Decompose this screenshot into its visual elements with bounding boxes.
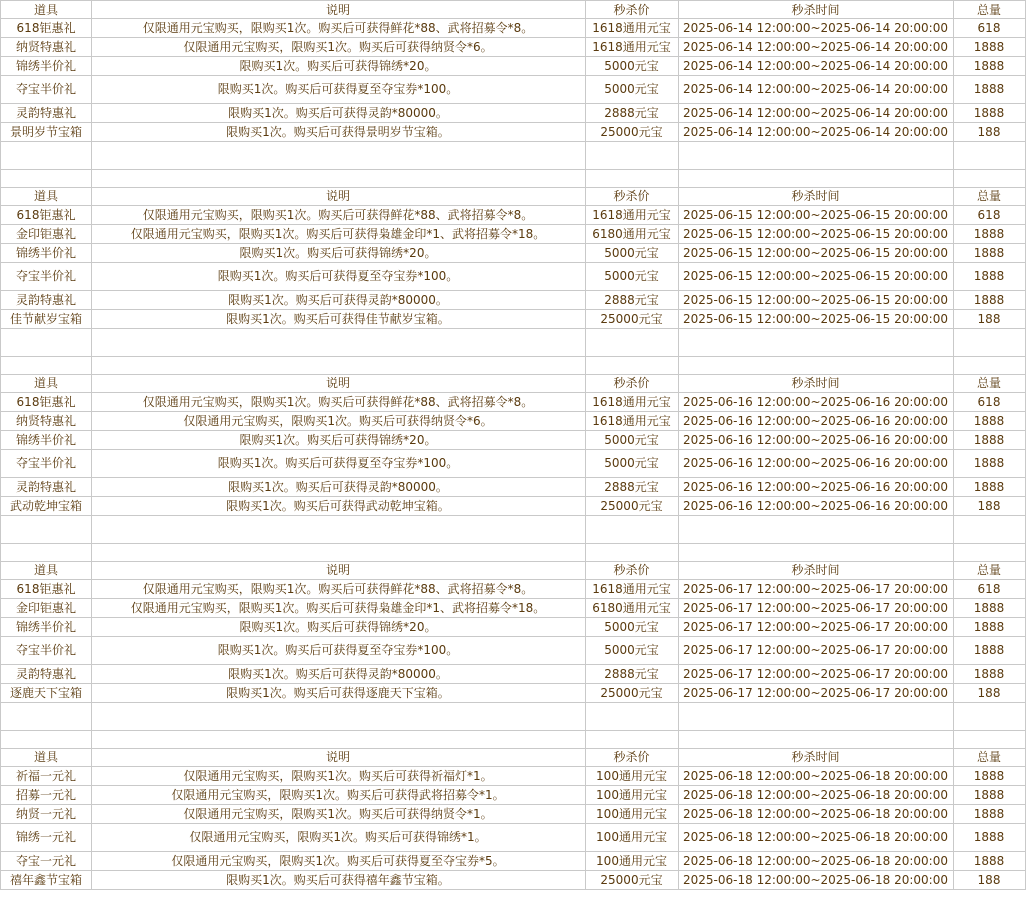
empty-row-description-cell[interactable]: [91, 328, 586, 357]
table-row-item-cell[interactable]: 逐鹿天下宝箱: [0, 683, 92, 703]
table-row-price-cell[interactable]: 5000元宝: [585, 430, 679, 450]
table-row-time-cell[interactable]: 2025-06-17 12:00:00~2025-06-17 20:00:00: [678, 664, 954, 684]
table-row-price-cell[interactable]: 1618通用元宝: [585, 579, 679, 599]
table-row-item-cell[interactable]: 纳贤特惠礼: [0, 37, 92, 57]
table-row-item-cell[interactable]: 景明岁节宝箱: [0, 122, 92, 142]
table-row-total-cell[interactable]: 1888: [953, 37, 1026, 57]
table-row-total-cell[interactable]: 1888: [953, 75, 1026, 104]
empty-row-time-cell[interactable]: [678, 543, 954, 562]
table-row-description-cell[interactable]: 仅限通用元宝购买，限购买1次。购买后可获得纳贤令*1。: [91, 804, 586, 824]
table-row-total-cell[interactable]: 188: [953, 309, 1026, 329]
table-row-total-cell[interactable]: 1888: [953, 617, 1026, 637]
table-row-item-cell[interactable]: 佳节献岁宝箱: [0, 309, 92, 329]
empty-row-time-cell[interactable]: [678, 141, 954, 170]
empty-row-price-cell[interactable]: [585, 730, 679, 749]
table-row-item-cell[interactable]: 618钜惠礼: [0, 392, 92, 412]
table-row-price-cell[interactable]: 25000元宝: [585, 309, 679, 329]
table-row-price-cell[interactable]: 5000元宝: [585, 617, 679, 637]
table-row-total-cell[interactable]: 1888: [953, 477, 1026, 497]
empty-row-time-cell[interactable]: [678, 169, 954, 188]
table-row-description-cell[interactable]: 限购买1次。购买后可获得景明岁节宝箱。: [91, 122, 586, 142]
table-row-time-cell[interactable]: 2025-06-15 12:00:00~2025-06-15 20:00:00: [678, 205, 954, 225]
table-row-item-cell[interactable]: 灵韵特惠礼: [0, 477, 92, 497]
table-row-time-cell[interactable]: 2025-06-14 12:00:00~2025-06-14 20:00:00: [678, 37, 954, 57]
empty-row-item-cell[interactable]: [0, 356, 92, 375]
table-row-price-cell[interactable]: 5000元宝: [585, 56, 679, 76]
empty-row-item-cell[interactable]: [0, 702, 92, 731]
header-price-cell[interactable]: 秒杀价: [585, 0, 679, 19]
table-row-total-cell[interactable]: 618: [953, 18, 1026, 38]
header-description-cell[interactable]: 说明: [91, 187, 586, 206]
table-row-time-cell[interactable]: 2025-06-17 12:00:00~2025-06-17 20:00:00: [678, 617, 954, 637]
header-item-cell[interactable]: 道具: [0, 374, 92, 393]
table-row-time-cell[interactable]: 2025-06-14 12:00:00~2025-06-14 20:00:00: [678, 103, 954, 123]
table-row-time-cell[interactable]: 2025-06-18 12:00:00~2025-06-18 20:00:00: [678, 804, 954, 824]
table-row-time-cell[interactable]: 2025-06-17 12:00:00~2025-06-17 20:00:00: [678, 636, 954, 665]
table-row-time-cell[interactable]: 2025-06-18 12:00:00~2025-06-18 20:00:00: [678, 851, 954, 871]
table-row-item-cell[interactable]: 金印钜惠礼: [0, 598, 92, 618]
empty-row-description-cell[interactable]: [91, 730, 586, 749]
table-row-price-cell[interactable]: 100通用元宝: [585, 823, 679, 852]
table-row-total-cell[interactable]: 1888: [953, 804, 1026, 824]
table-row-price-cell[interactable]: 2888元宝: [585, 290, 679, 310]
table-row-description-cell[interactable]: 仅限通用元宝购买，限购买1次。购买后可获得鲜花*88、武将招募令*8。: [91, 205, 586, 225]
table-row-time-cell[interactable]: 2025-06-15 12:00:00~2025-06-15 20:00:00: [678, 262, 954, 291]
table-row-description-cell[interactable]: 仅限通用元宝购买，限购买1次。购买后可获得锦绣*1。: [91, 823, 586, 852]
table-row-total-cell[interactable]: 1888: [953, 449, 1026, 478]
header-time-cell[interactable]: 秒杀时间: [678, 748, 954, 767]
table-row-item-cell[interactable]: 招募一元礼: [0, 785, 92, 805]
table-row-total-cell[interactable]: 1888: [953, 766, 1026, 786]
table-row-item-cell[interactable]: 禧年鑫节宝箱: [0, 870, 92, 890]
empty-row-price-cell[interactable]: [585, 702, 679, 731]
table-row-total-cell[interactable]: 618: [953, 579, 1026, 599]
table-row-time-cell[interactable]: 2025-06-16 12:00:00~2025-06-16 20:00:00: [678, 411, 954, 431]
table-row-description-cell[interactable]: 限购买1次。购买后可获得武动乾坤宝箱。: [91, 496, 586, 516]
table-row-time-cell[interactable]: 2025-06-16 12:00:00~2025-06-16 20:00:00: [678, 477, 954, 497]
table-row-total-cell[interactable]: 618: [953, 392, 1026, 412]
table-row-item-cell[interactable]: 夺宝半价礼: [0, 636, 92, 665]
header-price-cell[interactable]: 秒杀价: [585, 187, 679, 206]
table-row-description-cell[interactable]: 限购买1次。购买后可获得灵韵*80000。: [91, 103, 586, 123]
table-row-total-cell[interactable]: 188: [953, 122, 1026, 142]
empty-row-item-cell[interactable]: [0, 328, 92, 357]
header-description-cell[interactable]: 说明: [91, 374, 586, 393]
table-row-time-cell[interactable]: 2025-06-18 12:00:00~2025-06-18 20:00:00: [678, 766, 954, 786]
empty-row-item-cell[interactable]: [0, 141, 92, 170]
table-row-time-cell[interactable]: 2025-06-16 12:00:00~2025-06-16 20:00:00: [678, 496, 954, 516]
table-row-item-cell[interactable]: 灵韵特惠礼: [0, 664, 92, 684]
table-row-total-cell[interactable]: 1888: [953, 851, 1026, 871]
table-row-time-cell[interactable]: 2025-06-17 12:00:00~2025-06-17 20:00:00: [678, 683, 954, 703]
table-row-description-cell[interactable]: 仅限通用元宝购买，限购买1次。购买后可获得纳贤令*6。: [91, 37, 586, 57]
table-row-description-cell[interactable]: 限购买1次。购买后可获得锦绣*20。: [91, 243, 586, 263]
table-row-description-cell[interactable]: 限购买1次。购买后可获得灵韵*80000。: [91, 290, 586, 310]
table-row-price-cell[interactable]: 5000元宝: [585, 75, 679, 104]
header-time-cell[interactable]: 秒杀时间: [678, 374, 954, 393]
table-row-time-cell[interactable]: 2025-06-15 12:00:00~2025-06-15 20:00:00: [678, 243, 954, 263]
table-row-price-cell[interactable]: 1618通用元宝: [585, 392, 679, 412]
table-row-price-cell[interactable]: 100通用元宝: [585, 851, 679, 871]
table-row-price-cell[interactable]: 1618通用元宝: [585, 205, 679, 225]
header-price-cell[interactable]: 秒杀价: [585, 748, 679, 767]
table-row-price-cell[interactable]: 25000元宝: [585, 122, 679, 142]
table-row-item-cell[interactable]: 618钜惠礼: [0, 579, 92, 599]
table-row-description-cell[interactable]: 限购买1次。购买后可获得佳节献岁宝箱。: [91, 309, 586, 329]
empty-row-item-cell[interactable]: [0, 169, 92, 188]
table-row-total-cell[interactable]: 1888: [953, 664, 1026, 684]
table-row-item-cell[interactable]: 618钜惠礼: [0, 18, 92, 38]
table-row-description-cell[interactable]: 仅限通用元宝购买，限购买1次。购买后可获得纳贤令*6。: [91, 411, 586, 431]
table-row-description-cell[interactable]: 仅限通用元宝购买，限购买1次。购买后可获得鲜花*88、武将招募令*8。: [91, 579, 586, 599]
table-row-description-cell[interactable]: 限购买1次。购买后可获得逐鹿天下宝箱。: [91, 683, 586, 703]
table-row-price-cell[interactable]: 25000元宝: [585, 496, 679, 516]
header-price-cell[interactable]: 秒杀价: [585, 374, 679, 393]
table-row-price-cell[interactable]: 2888元宝: [585, 477, 679, 497]
table-row-time-cell[interactable]: 2025-06-16 12:00:00~2025-06-16 20:00:00: [678, 392, 954, 412]
table-row-total-cell[interactable]: 618: [953, 205, 1026, 225]
empty-row-price-cell[interactable]: [585, 169, 679, 188]
table-row-item-cell[interactable]: 锦绣半价礼: [0, 617, 92, 637]
table-row-item-cell[interactable]: 锦绣半价礼: [0, 243, 92, 263]
table-row-time-cell[interactable]: 2025-06-14 12:00:00~2025-06-14 20:00:00: [678, 75, 954, 104]
header-item-cell[interactable]: 道具: [0, 561, 92, 580]
table-row-total-cell[interactable]: 1888: [953, 785, 1026, 805]
table-row-description-cell[interactable]: 限购买1次。购买后可获得灵韵*80000。: [91, 664, 586, 684]
table-row-total-cell[interactable]: 1888: [953, 243, 1026, 263]
table-row-description-cell[interactable]: 限购买1次。购买后可获得锦绣*20。: [91, 617, 586, 637]
table-row-price-cell[interactable]: 2888元宝: [585, 103, 679, 123]
empty-row-time-cell[interactable]: [678, 730, 954, 749]
table-row-item-cell[interactable]: 夺宝一元礼: [0, 851, 92, 871]
header-item-cell[interactable]: 道具: [0, 187, 92, 206]
table-row-description-cell[interactable]: 仅限通用元宝购买，限购买1次。购买后可获得武将招募令*1。: [91, 785, 586, 805]
table-row-item-cell[interactable]: 纳贤一元礼: [0, 804, 92, 824]
table-row-time-cell[interactable]: 2025-06-18 12:00:00~2025-06-18 20:00:00: [678, 823, 954, 852]
empty-row-description-cell[interactable]: [91, 543, 586, 562]
header-total-cell[interactable]: 总量: [953, 374, 1026, 393]
empty-row-price-cell[interactable]: [585, 515, 679, 544]
table-row-time-cell[interactable]: 2025-06-18 12:00:00~2025-06-18 20:00:00: [678, 785, 954, 805]
table-row-price-cell[interactable]: 6180通用元宝: [585, 598, 679, 618]
table-row-total-cell[interactable]: 188: [953, 496, 1026, 516]
table-row-price-cell[interactable]: 5000元宝: [585, 243, 679, 263]
empty-row-time-cell[interactable]: [678, 515, 954, 544]
table-row-time-cell[interactable]: 2025-06-17 12:00:00~2025-06-17 20:00:00: [678, 598, 954, 618]
empty-row-time-cell[interactable]: [678, 328, 954, 357]
empty-row-total-cell[interactable]: [953, 328, 1026, 357]
table-row-item-cell[interactable]: 武动乾坤宝箱: [0, 496, 92, 516]
table-row-total-cell[interactable]: 1888: [953, 262, 1026, 291]
table-row-time-cell[interactable]: 2025-06-15 12:00:00~2025-06-15 20:00:00: [678, 224, 954, 244]
table-row-total-cell[interactable]: 1888: [953, 636, 1026, 665]
table-row-price-cell[interactable]: 25000元宝: [585, 683, 679, 703]
empty-row-item-cell[interactable]: [0, 515, 92, 544]
header-time-cell[interactable]: 秒杀时间: [678, 561, 954, 580]
table-row-description-cell[interactable]: 仅限通用元宝购买，限购买1次。购买后可获得鲜花*88、武将招募令*8。: [91, 392, 586, 412]
table-row-description-cell[interactable]: 仅限通用元宝购买，限购买1次。购买后可获得祈福灯*1。: [91, 766, 586, 786]
table-row-price-cell[interactable]: 5000元宝: [585, 636, 679, 665]
table-row-time-cell[interactable]: 2025-06-16 12:00:00~2025-06-16 20:00:00: [678, 430, 954, 450]
table-row-total-cell[interactable]: 1888: [953, 411, 1026, 431]
table-row-description-cell[interactable]: 仅限通用元宝购买，限购买1次。购买后可获得枭雄金印*1、武将招募令*18。: [91, 598, 586, 618]
empty-row-description-cell[interactable]: [91, 702, 586, 731]
header-description-cell[interactable]: 说明: [91, 748, 586, 767]
empty-row-time-cell[interactable]: [678, 356, 954, 375]
empty-row-price-cell[interactable]: [585, 141, 679, 170]
empty-row-description-cell[interactable]: [91, 169, 586, 188]
header-item-cell[interactable]: 道具: [0, 0, 92, 19]
empty-row-total-cell[interactable]: [953, 702, 1026, 731]
header-time-cell[interactable]: 秒杀时间: [678, 187, 954, 206]
table-row-price-cell[interactable]: 25000元宝: [585, 870, 679, 890]
table-row-item-cell[interactable]: 夺宝半价礼: [0, 449, 92, 478]
table-row-price-cell[interactable]: 100通用元宝: [585, 785, 679, 805]
table-row-item-cell[interactable]: 618钜惠礼: [0, 205, 92, 225]
table-row-description-cell[interactable]: 限购买1次。购买后可获得夏至夺宝券*100。: [91, 636, 586, 665]
table-row-description-cell[interactable]: 仅限通用元宝购买，限购买1次。购买后可获得鲜花*88、武将招募令*8。: [91, 18, 586, 38]
table-row-description-cell[interactable]: 限购买1次。购买后可获得夏至夺宝券*100。: [91, 75, 586, 104]
empty-row-item-cell[interactable]: [0, 543, 92, 562]
table-row-item-cell[interactable]: 锦绣一元礼: [0, 823, 92, 852]
table-row-price-cell[interactable]: 100通用元宝: [585, 766, 679, 786]
table-row-total-cell[interactable]: 1888: [953, 823, 1026, 852]
table-row-description-cell[interactable]: 限购买1次。购买后可获得锦绣*20。: [91, 430, 586, 450]
table-row-item-cell[interactable]: 夺宝半价礼: [0, 262, 92, 291]
table-row-item-cell[interactable]: 灵韵特惠礼: [0, 103, 92, 123]
table-row-price-cell[interactable]: 2888元宝: [585, 664, 679, 684]
table-row-description-cell[interactable]: 限购买1次。购买后可获得锦绣*20。: [91, 56, 586, 76]
table-row-price-cell[interactable]: 5000元宝: [585, 262, 679, 291]
table-row-price-cell[interactable]: 1618通用元宝: [585, 411, 679, 431]
table-row-description-cell[interactable]: 限购买1次。购买后可获得夏至夺宝券*100。: [91, 262, 586, 291]
table-row-item-cell[interactable]: 金印钜惠礼: [0, 224, 92, 244]
table-row-item-cell[interactable]: 锦绣半价礼: [0, 56, 92, 76]
table-row-description-cell[interactable]: 限购买1次。购买后可获得灵韵*80000。: [91, 477, 586, 497]
empty-row-total-cell[interactable]: [953, 515, 1026, 544]
empty-row-description-cell[interactable]: [91, 141, 586, 170]
header-total-cell[interactable]: 总量: [953, 187, 1026, 206]
empty-row-total-cell[interactable]: [953, 169, 1026, 188]
table-row-total-cell[interactable]: 1888: [953, 598, 1026, 618]
header-time-cell[interactable]: 秒杀时间: [678, 0, 954, 19]
empty-row-time-cell[interactable]: [678, 702, 954, 731]
empty-row-price-cell[interactable]: [585, 543, 679, 562]
empty-row-total-cell[interactable]: [953, 141, 1026, 170]
table-row-description-cell[interactable]: 限购买1次。购买后可获得夏至夺宝券*100。: [91, 449, 586, 478]
table-row-time-cell[interactable]: 2025-06-15 12:00:00~2025-06-15 20:00:00: [678, 309, 954, 329]
table-row-time-cell[interactable]: 2025-06-16 12:00:00~2025-06-16 20:00:00: [678, 449, 954, 478]
header-total-cell[interactable]: 总量: [953, 561, 1026, 580]
table-row-item-cell[interactable]: 祈福一元礼: [0, 766, 92, 786]
table-row-price-cell[interactable]: 1618通用元宝: [585, 37, 679, 57]
table-row-item-cell[interactable]: 锦绣半价礼: [0, 430, 92, 450]
header-total-cell[interactable]: 总量: [953, 0, 1026, 19]
table-row-price-cell[interactable]: 5000元宝: [585, 449, 679, 478]
empty-row-description-cell[interactable]: [91, 515, 586, 544]
table-row-total-cell[interactable]: 1888: [953, 430, 1026, 450]
table-row-price-cell[interactable]: 100通用元宝: [585, 804, 679, 824]
table-row-time-cell[interactable]: 2025-06-18 12:00:00~2025-06-18 20:00:00: [678, 870, 954, 890]
empty-row-price-cell[interactable]: [585, 356, 679, 375]
empty-row-item-cell[interactable]: [0, 730, 92, 749]
empty-row-total-cell[interactable]: [953, 356, 1026, 375]
table-row-item-cell[interactable]: 纳贤特惠礼: [0, 411, 92, 431]
table-row-total-cell[interactable]: 1888: [953, 290, 1026, 310]
table-row-time-cell[interactable]: 2025-06-14 12:00:00~2025-06-14 20:00:00: [678, 18, 954, 38]
table-row-time-cell[interactable]: 2025-06-14 12:00:00~2025-06-14 20:00:00: [678, 122, 954, 142]
table-row-total-cell[interactable]: 1888: [953, 103, 1026, 123]
table-row-description-cell[interactable]: 仅限通用元宝购买，限购买1次。购买后可获得枭雄金印*1、武将招募令*18。: [91, 224, 586, 244]
table-row-price-cell[interactable]: 1618通用元宝: [585, 18, 679, 38]
header-price-cell[interactable]: 秒杀价: [585, 561, 679, 580]
table-row-time-cell[interactable]: 2025-06-14 12:00:00~2025-06-14 20:00:00: [678, 56, 954, 76]
table-row-time-cell[interactable]: 2025-06-17 12:00:00~2025-06-17 20:00:00: [678, 579, 954, 599]
table-row-item-cell[interactable]: 夺宝半价礼: [0, 75, 92, 104]
table-row-total-cell[interactable]: 188: [953, 870, 1026, 890]
header-item-cell[interactable]: 道具: [0, 748, 92, 767]
table-row-price-cell[interactable]: 6180通用元宝: [585, 224, 679, 244]
table-row-item-cell[interactable]: 灵韵特惠礼: [0, 290, 92, 310]
table-row-total-cell[interactable]: 188: [953, 683, 1026, 703]
empty-row-total-cell[interactable]: [953, 730, 1026, 749]
empty-row-description-cell[interactable]: [91, 356, 586, 375]
table-row-time-cell[interactable]: 2025-06-15 12:00:00~2025-06-15 20:00:00: [678, 290, 954, 310]
empty-row-price-cell[interactable]: [585, 328, 679, 357]
header-description-cell[interactable]: 说明: [91, 0, 586, 19]
table-row-total-cell[interactable]: 1888: [953, 56, 1026, 76]
table-row-description-cell[interactable]: 仅限通用元宝购买，限购买1次。购买后可获得夏至夺宝券*5。: [91, 851, 586, 871]
table-row-description-cell[interactable]: 限购买1次。购买后可获得禧年鑫节宝箱。: [91, 870, 586, 890]
header-description-cell[interactable]: 说明: [91, 561, 586, 580]
header-total-cell[interactable]: 总量: [953, 748, 1026, 767]
table-row-total-cell[interactable]: 1888: [953, 224, 1026, 244]
empty-row-total-cell[interactable]: [953, 543, 1026, 562]
